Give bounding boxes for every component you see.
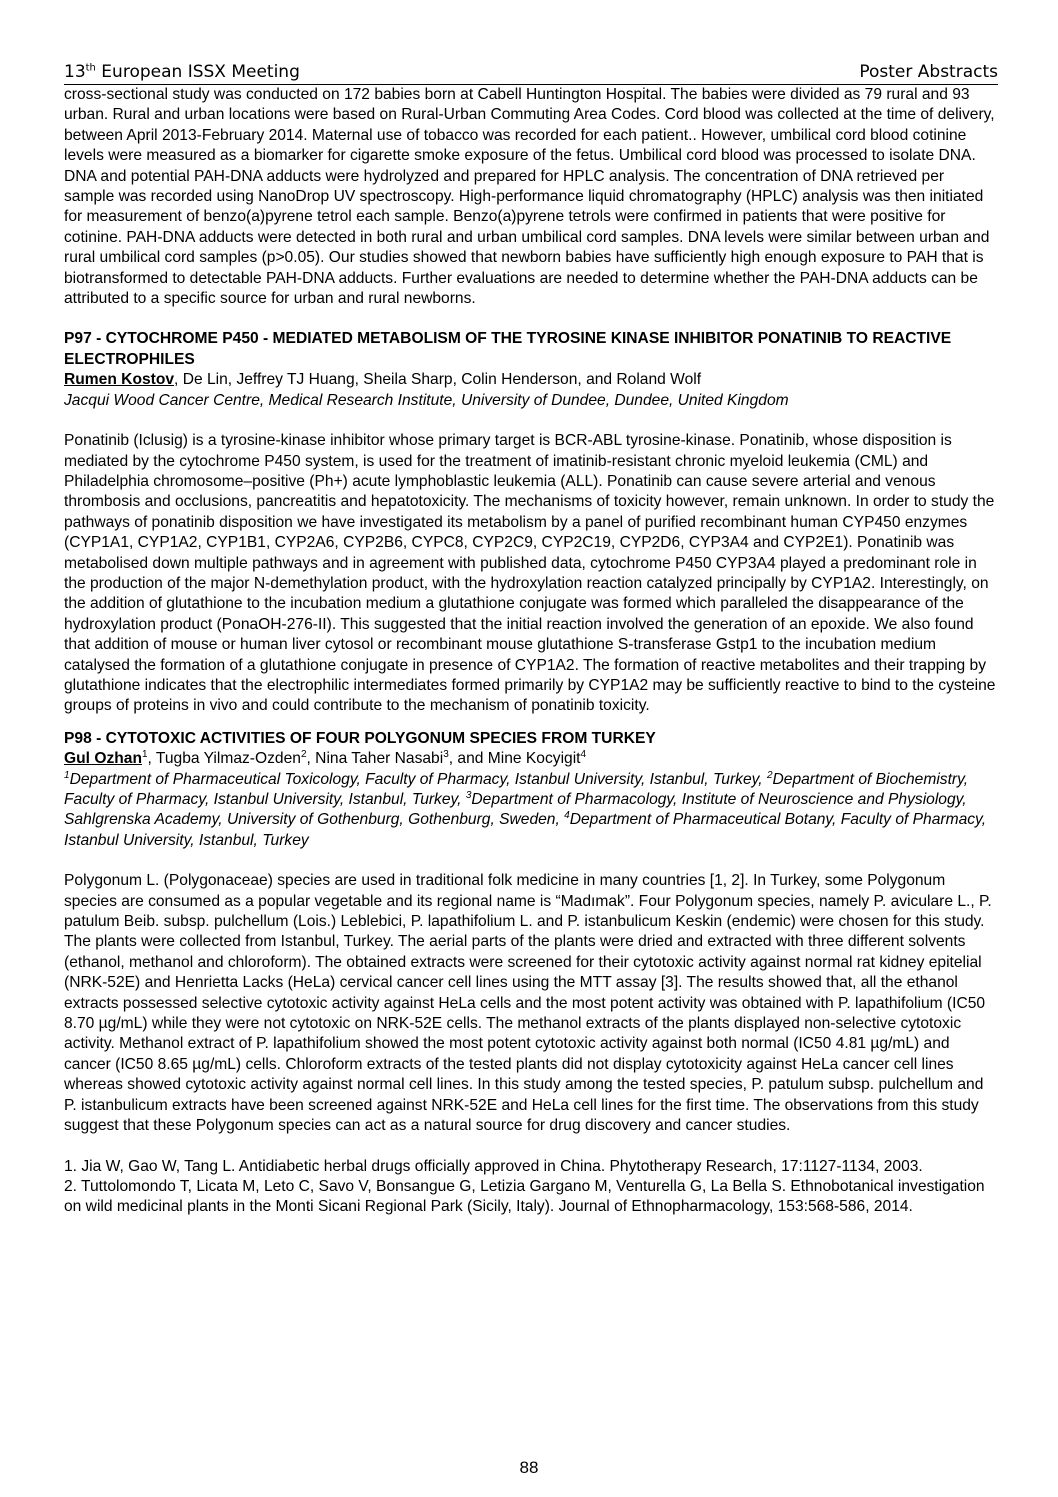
section-label: Poster Abstracts bbox=[859, 62, 998, 82]
running-header bbox=[64, 62, 998, 85]
affiliation: Jacqui Wood Cancer Centre, Medical Research Institute, University of Dundee, Dundee, United Kingdom bbox=[64, 391, 789, 409]
presenting-author: Rumen Kostov bbox=[64, 371, 175, 389]
abstract-p98 bbox=[64, 729, 998, 1218]
reference-item: 2. Tuttolomondo T, Licata M, Leto C, Savo V, Bonsangue G, Letizia Gargano M, Venturella G, La Bella S. Ethnobotanical investigation on wild medicinal plants in the Monti Sicani Regional Park (Sicily, Italy). Journal of Ethnopharmacology, 153:568-586, 2014. bbox=[64, 1177, 985, 1216]
abstract-body: Polygonum L. (Polygonaceae) species are used in traditional folk medicine in many countries [1, 2]. In Turkey, some Polygonum species are consumed as a popular vegetable and its regional name is “Madımak”. Four Polygonum species, namely P. aviculare L., P. patulum Beib. subsp. pulchellum (Lois.) Leblebici, P. lapathifolium L. and P. istanbulicum Keskin (endemic) were chosen for this study. The plants were collected from Istanbul, Turkey. The aerial parts of the plants were dried and extracted with three different solvents (ethanol, methanol and chloroform). The obtained extracts were screened for their cytotoxic activity against normal rat kidney epitelial (NRK-52E) and Henrietta Lacks (HeLa) cervical cancer cell lines using the MTT assay [3]. The results showed that, all the ethanol extracts possessed selective cytotoxic activity against HeLa cells and the most potent activity was obtained with P. lapathifolium (IC50 8.70 µg/mL) while they were not cytotoxic on NRK-52E cells. The methanol extracts of the plants displayed non-selective cytotoxic activity. Methanol extract of P. lapathifolium showed the most potent cytotoxic activity against both normal (IC50 4.81 µg/mL) and cancer (IC50 8.65 µg/mL) cells. Chloroform extracts of the tested plants did not display cytotoxicity against HeLa cancer cell lines whereas showed cytotoxic activity against normal cell lines. In this study among the tested species, P. patulum subsp. pulchellum and P. istanbulicum extracts have been screened against NRK-52E and HeLa cell lines for the first time. The observations from this study suggest that these Polygonum species can act as a natural source for drug discovery and cancer studies. bbox=[64, 872, 992, 1135]
affiliation: $^1$Department of Pharmaceutical Toxicology, Faculty of Pharmacy, Istanbul University, Istanbul, Turkey, $^2$Department of Biochemistry, Faculty of Pharmacy, Istanbul University, Istanbul, Turkey, $^3$Department of Pharmacology, Institute of Neuroscience and Physiology, Sahlgrenska Academy, University of Gothenburg, Gothenburg, Sweden, $^4$Department of Pharmaceutical Botany, Faculty of Pharmacy, Istanbul University, Istanbul, Turkey bbox=[64, 769, 987, 849]
reference-list bbox=[64, 1157, 998, 1218]
abstract-body: Ponatinib (Iclusig) is a tyrosine-kinase inhibitor whose primary target is BCR-ABL tyrosine-kinase. Ponatinib, whose disposition is mediated by the cytochrome P450 system, is used for the treatment of imatinib-resistant chronic myeloid leukemia (CML) and Philadelphia chromosome–positive (Ph+) acute lymphoblastic leukemia (ALL). Ponatinib can cause severe arterial and venous thrombosis and occlusions, pancreatitis and hepatotoxicity. The mechanisms of toxicity however, remain unknown. In order to study the pathways of ponatinib disposition we have investigated its metabolism by a panel of purified recombinant human CYP450 enzymes (CYP1A1, CYP1A2, CYP1B1, CYP2A6, CYP2B6, CYPC8, CYP2C9, CYP2C19, CYP2D6, CYP3A4 and CYP2E1). Ponatinib was metabolised down multiple pathways and in agreement with published data, cytochrome P450 CYP3A4 played a predominant role in the production of the major N-demethylation product, with the hydroxylation reaction catalyzed principally by CYP1A2. Interestingly, on the addition of glutathione to the incubation medium a glutathione conjugate was formed which paralleled the disappearance of the hydroxylation product (PonaOH-276-II). This suggested that the initial reaction involved the generation of an epoxide. We also found that addition of mouse or human liver cytosol or recombinant mouse glutathione S-transferase Gstp1 to the incubation medium catalysed the formation of a glutathione conjugate in presence of CYP1A2. The formation of reactive metabolites and their trapping by glutathione indicates that the electrophilic intermediates formed primarily by CYP1A2 may be sufficiently reactive to bind to the cysteine groups of proteins in vivo and could contribute to the mechanism of ponatinib toxicity. bbox=[64, 432, 996, 715]
page-number: 88 bbox=[519, 1458, 539, 1477]
abstract-title: P98 - CYTOTOXIC ACTIVITIES OF FOUR POLYGONUM SPECIES FROM TURKEY bbox=[64, 729, 656, 747]
page-content bbox=[64, 62, 998, 1218]
continued-abstract: cross-sectional study was conducted on 172 babies born at Cabell Huntington Hospital. The babies were divided as 79 rural and 93 urban. Rural and urban locations were based on Rural-Urban Commuting Area Codes. Cord blood was collected at the time of delivery, between April 2013-February 2014. Maternal use of tobacco was recorded for each patient.. However, umbilical cord blood cotinine levels were measured as a biomarker for cigarette smoke exposure of the fetus. Umbilical cord blood was processed to isolate DNA. DNA and potential PAH-DNA adducts were hydrolyzed and prepared for HPLC analysis. The concentration of DNA retrieved per sample was recorded using NanoDrop UV spectroscopy. High-performance liquid chromatography (HPLC) analysis was then initiated for measurement of benzo(a)pyrene tetrol each sample. Benzo(a)pyrene tetrols were confirmed in patients that were positive for cotinine. PAH-DNA adducts were detected in both rural and urban umbilical cord samples. DNA levels were similar between urban and rural umbilical cord samples (p>0.05). Our studies showed that newborn babies have sufficiently high enough exposure to PAH that is biotransformed to detectable PAH-DNA adducts. Further evaluations are needed to determine whether the PAH-DNA adducts can be attributed to a specific source for urban and rural newborns. bbox=[64, 86, 995, 308]
abstract-p97 bbox=[64, 329, 998, 716]
reference-item: 1. Jia W, Gao W, Tang L. Antidiabetic herbal drugs officially approved in China. Phytotherapy Research, 17:1127-1134, 2003. bbox=[64, 1157, 923, 1175]
presenting-author: Gul Ozhan bbox=[64, 750, 142, 768]
abstract-title: P97 - CYTOCHROME P450 - MEDIATED METABOLISM OF THE TYROSINE KINASE INHIBITOR PONATINIB TO REACTIVE ELECTROPHILES bbox=[64, 330, 952, 368]
author-list: Rumen Kostov, De Lin, Jeffrey TJ Huang, Sheila Sharp, Colin Henderson, and Roland Wolf bbox=[64, 371, 702, 389]
author-list: Gul Ozhan$^1$, Tugba Yilmaz-Ozden$^2$, Nina Taher Nasabi$^3$, and Mine Kocyigit$^4$ bbox=[64, 749, 587, 768]
meeting-title: 13th European ISSX Meeting bbox=[64, 62, 300, 82]
